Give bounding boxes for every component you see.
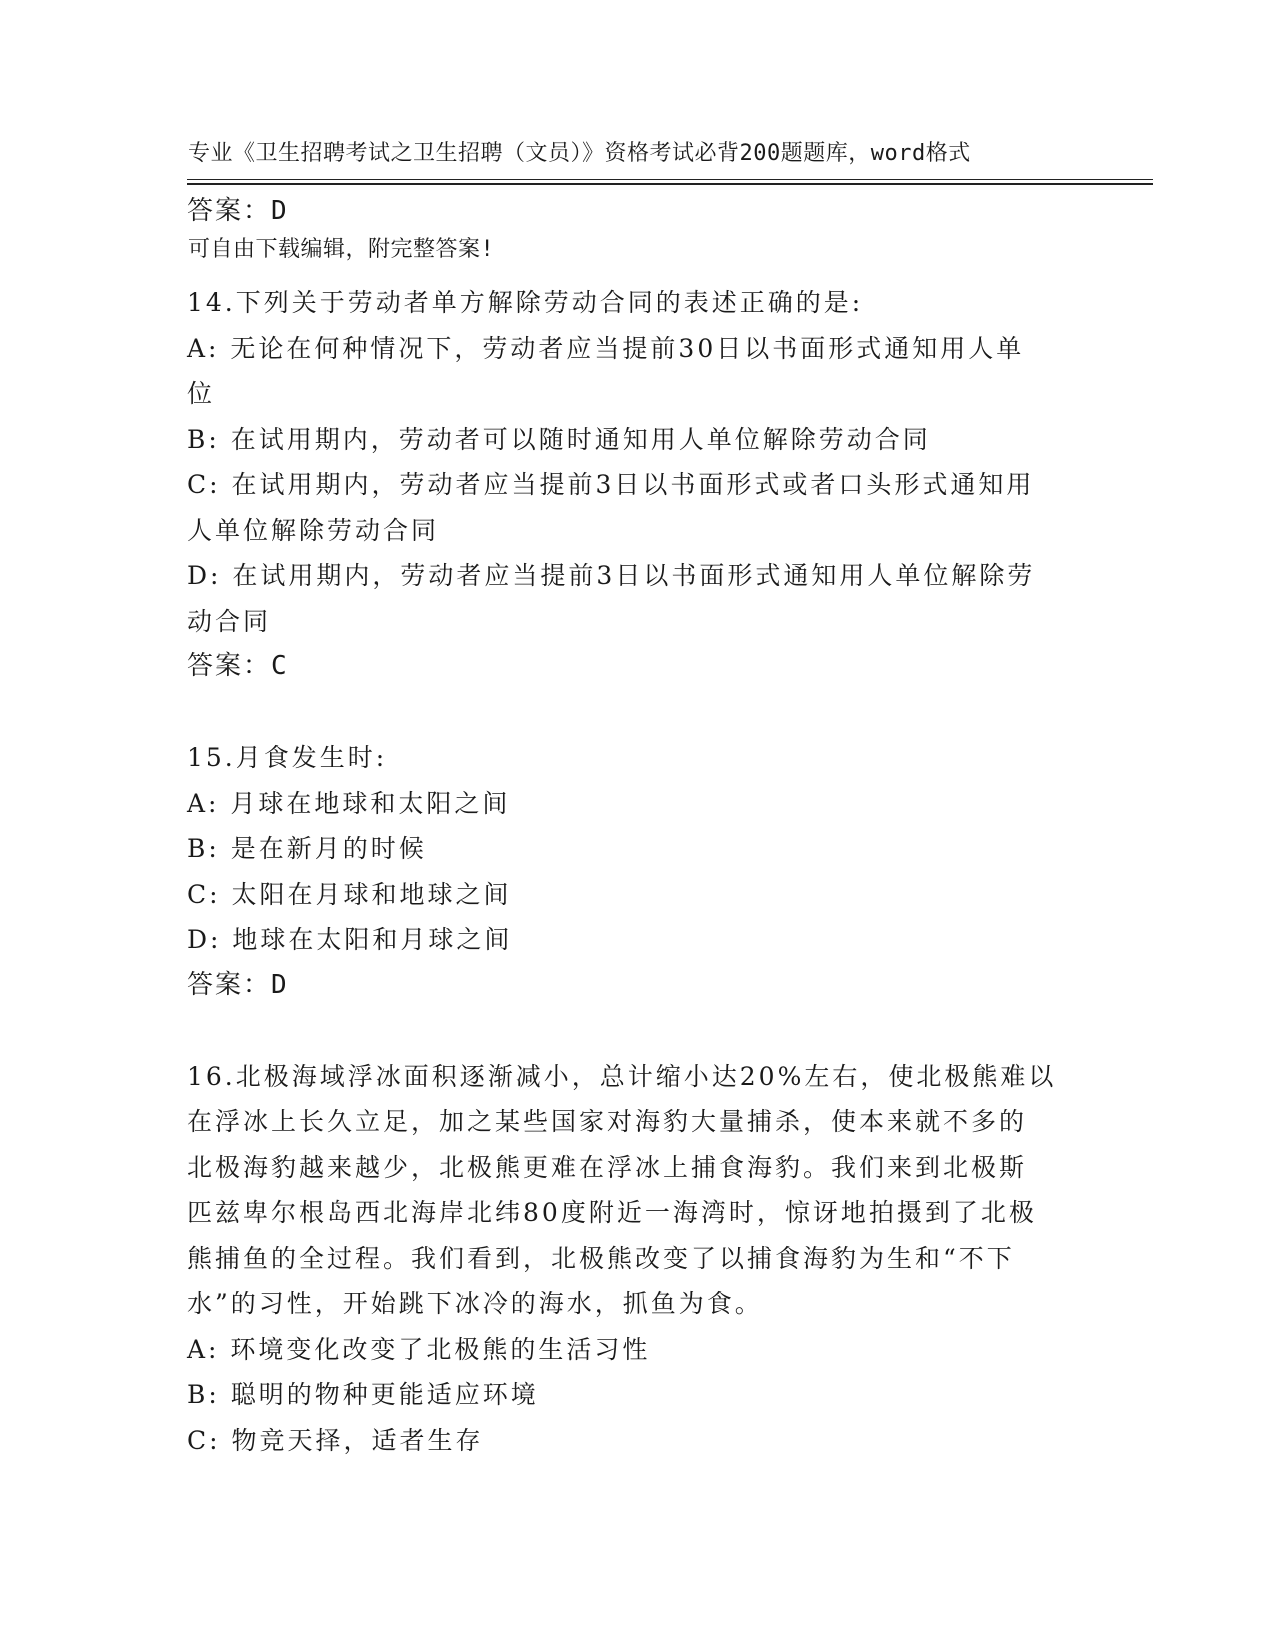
option-b: B: 在试用期内，劳动者可以随时通知用人单位解除劳动合同	[187, 424, 931, 454]
header-line-1: 专业《卫生招聘考试之卫生招聘（文员）》资格考试必背200题题库，word格式	[188, 141, 971, 166]
option-d-cont: 动合同	[187, 606, 272, 636]
spacer	[187, 235, 1087, 281]
header-rule-thin	[187, 179, 1153, 180]
option-d: D: 在试用期内，劳动者应当提前3日以书面形式通知用人单位解除劳	[187, 561, 1036, 590]
question-16	[187, 1054, 1087, 1464]
option-c: C: 在试用期内，劳动者应当提前3日以书面形式或者口头形式通知用	[187, 470, 1035, 499]
option-a: A: 无论在何种情况下，劳动者应当提前30日以书面形式通知用人单	[187, 333, 1025, 363]
spacer	[187, 1008, 1087, 1054]
answer-14: 答案：C	[187, 651, 289, 681]
question-stem-line-2: 在浮冰上长久立足，加之某些国家对海豹大量捕杀，使本来就不多的	[187, 1107, 1028, 1136]
option-c-cont: 人单位解除劳动合同	[187, 515, 440, 545]
question-stem-line-5: 熊捕鱼的全过程。我们看到，北极熊改变了以捕食海豹为生和“不下	[187, 1243, 1015, 1273]
option-d: D: 地球在太阳和月球之间	[187, 925, 513, 954]
option-b: B: 聪明的物种更能适应环境	[187, 1380, 539, 1409]
option-a: A: 环境变化改变了北极熊的生活习性	[187, 1334, 651, 1364]
option-b: B: 是在新月的时候	[187, 834, 427, 863]
answer-15: 答案：D	[187, 969, 289, 1000]
spacer	[187, 690, 1087, 736]
question-14	[187, 280, 1087, 690]
option-c: C: 太阳在月球和地球之间	[187, 879, 512, 909]
question-stem: 14.下列关于劳动者单方解除劳动合同的表述正确的是:	[187, 288, 864, 317]
header-line-2: 可自由下载编辑，附完整答案!	[188, 237, 495, 262]
header-rule-thick	[187, 183, 1153, 185]
document-body	[187, 189, 1087, 1463]
answer-previous: 答案：D	[187, 196, 289, 226]
question-stem: 15.月食发生时:	[187, 743, 388, 772]
question-15	[187, 735, 1087, 1008]
option-a: A: 月球在地球和太阳之间	[187, 788, 511, 818]
question-stem-line-4: 匹兹卑尔根岛西北海岸北纬80度附近一海湾时，惊讶地拍摄到了北极	[187, 1198, 1037, 1227]
question-stem-line-1: 16.北极海域浮冰面积逐渐减小，总计缩小达20%左右，使北极熊难以	[187, 1061, 1057, 1091]
question-stem-line-6: 水”的习性，开始跳下冰冷的海水，抓鱼为食。	[187, 1289, 763, 1318]
question-stem-line-3: 北极海豹越来越少，北极熊更难在浮冰上捕食海豹。我们来到北极斯	[187, 1152, 1028, 1182]
option-a-cont: 位	[187, 379, 216, 408]
option-c: C: 物竞天择，适者生存	[187, 1425, 484, 1455]
